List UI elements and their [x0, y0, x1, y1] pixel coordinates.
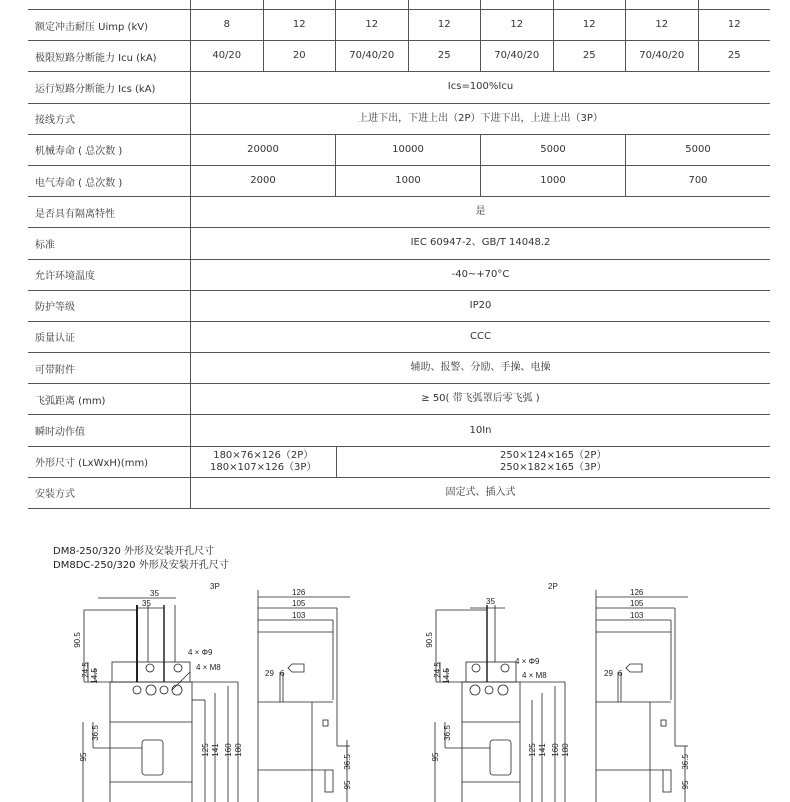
- table-cell: 1000: [336, 166, 481, 196]
- table-cell: 70/40/20: [626, 41, 699, 71]
- row-label: 运行短路分断能力 Ics (kA): [28, 72, 191, 102]
- row-label: 安装方式: [28, 478, 191, 508]
- dimension-label: 105: [292, 599, 306, 608]
- dimension-label: 35: [486, 597, 495, 606]
- dimension-label: 36.5: [343, 754, 352, 770]
- row-label: 外形尺寸 (LxWxH)(mm): [28, 447, 191, 477]
- table-cell: 70/40/20: [336, 41, 409, 71]
- table-cell: 12: [727, 19, 741, 31]
- dimension-label: 4 × Φ9: [188, 648, 213, 657]
- dimension-label: 95: [79, 752, 88, 762]
- row-label: 标准: [28, 228, 191, 258]
- row-label: 飞弧距离 (mm): [28, 384, 191, 414]
- table-cell: 20000: [191, 135, 336, 165]
- table-cell: 1000: [481, 166, 626, 196]
- dimension-label: 36.5: [91, 725, 100, 741]
- front-view-2p: [435, 605, 565, 802]
- dimension-label: 141: [211, 743, 220, 757]
- table-cell: 2000: [191, 166, 336, 196]
- table-cell: 是: [475, 206, 486, 218]
- dimension-label: 6: [618, 669, 623, 678]
- row-label: 极限短路分断能力 Icu (kA): [28, 41, 191, 71]
- table-cell: 700: [688, 175, 708, 187]
- row-label: 可带附件: [28, 353, 191, 383]
- table-cell: 25: [727, 50, 741, 62]
- table-cell: 上进下出，下进上出（2P）下进下出，上进上出（3P）: [358, 112, 603, 124]
- dimension-label: 24.5: [81, 662, 90, 678]
- table-cell: 12: [626, 10, 699, 40]
- dimension-label: 6: [280, 669, 285, 678]
- row-label: 机械寿命 ( 总次数 ): [28, 135, 191, 165]
- dimension-label: 90.5: [425, 632, 434, 648]
- dimension-label: 36.5: [681, 754, 690, 770]
- dimension-label: 14.5: [442, 668, 451, 684]
- dimension-label: 125: [201, 743, 210, 757]
- dimension-label: 141: [538, 743, 547, 757]
- dimension-label: 103: [292, 611, 306, 620]
- table-cell: 固定式、插入式: [445, 486, 516, 498]
- view-title: 3P: [210, 582, 220, 591]
- table-cell: 8: [191, 10, 264, 40]
- dimension-label: 36.5: [443, 725, 452, 741]
- row-label: 是否具有隔离特性: [28, 197, 191, 227]
- dimension-label: 105: [630, 599, 644, 608]
- row-label: 允许环境温度: [28, 260, 191, 290]
- dimension-label: 126: [292, 588, 306, 597]
- dimension-label: 125: [528, 743, 537, 757]
- dimension-label: 160: [551, 743, 560, 757]
- dimension-label: 95: [343, 780, 352, 790]
- dimension-label: 35: [142, 599, 151, 608]
- table-cell: ≥ 50( 带飞弧罩后零飞弧 ): [421, 393, 540, 405]
- dimension-label: 95: [681, 780, 690, 790]
- row-label: 接线方式: [28, 104, 191, 134]
- row-label: 电气寿命 ( 总次数 ): [28, 166, 191, 196]
- front-view-3p: [83, 598, 238, 802]
- table-cell: 20: [264, 41, 337, 71]
- table-cell: 25: [409, 41, 482, 71]
- dimension-label: 29: [604, 669, 613, 678]
- dimension-label: 14.5: [90, 668, 99, 684]
- table-cell: 180×76×126（2P） 180×107×126（3P）: [191, 447, 337, 477]
- table-cell: IEC 60947-2、GB/T 14048.2: [410, 237, 551, 249]
- drawing-caption: DM8-250/320 外形及安装开孔尺寸: [53, 546, 215, 557]
- row-label: 额定冲击耐压 Uimp (kV): [28, 10, 191, 40]
- row-label: 质量认证: [28, 322, 191, 352]
- table-cell: 5000: [481, 135, 626, 165]
- table-cell: 12: [336, 10, 409, 40]
- table-cell: -40~+70°C: [451, 268, 510, 280]
- table-cell: 25: [554, 41, 627, 71]
- dimension-label: 180: [234, 743, 243, 757]
- table-cell: 12: [554, 10, 627, 40]
- dimension-label: 29: [265, 669, 274, 678]
- table-cell: IP20: [469, 299, 492, 311]
- dimension-label: 160: [224, 743, 233, 757]
- dimension-label: 95: [431, 752, 440, 762]
- dimension-label: 4 × M8: [522, 671, 547, 680]
- table-cell: 250×124×165（2P） 250×182×165（3P）: [500, 449, 607, 473]
- dimension-label: 24.5: [433, 662, 442, 678]
- view-title: 2P: [548, 582, 558, 591]
- row-label: 瞬时动作值: [28, 415, 191, 445]
- table-cell: 40/20: [191, 41, 264, 71]
- side-view-2p: [596, 590, 688, 802]
- table-cell: CCC: [470, 330, 491, 342]
- dimension-label: 4 × Φ9: [515, 657, 540, 666]
- row-label: 防护等级: [28, 291, 191, 321]
- table-cell: 12: [481, 10, 554, 40]
- dimension-label: 180: [561, 743, 570, 757]
- side-view-3p: [258, 590, 350, 802]
- table-cell: 辅助、报警、分励、手操、电操: [410, 362, 551, 374]
- table-cell: 12: [409, 10, 482, 40]
- dimension-label: 35: [150, 589, 159, 598]
- table-cell: 70/40/20: [481, 41, 554, 71]
- drawing-caption: DM8DC-250/320 外形及安装开孔尺寸: [53, 560, 229, 571]
- dimension-label: 4 × M8: [196, 663, 221, 672]
- table-cell: 10In: [469, 424, 492, 436]
- table-cell: 12: [264, 10, 337, 40]
- dimension-label: 103: [630, 611, 644, 620]
- table-cell: 10000: [336, 135, 481, 165]
- table-cell: 5000: [685, 143, 711, 155]
- table-cell: Ics=100%Icu: [447, 81, 514, 93]
- dimension-label: 90.5: [73, 632, 82, 648]
- dimension-label: 126: [630, 588, 644, 597]
